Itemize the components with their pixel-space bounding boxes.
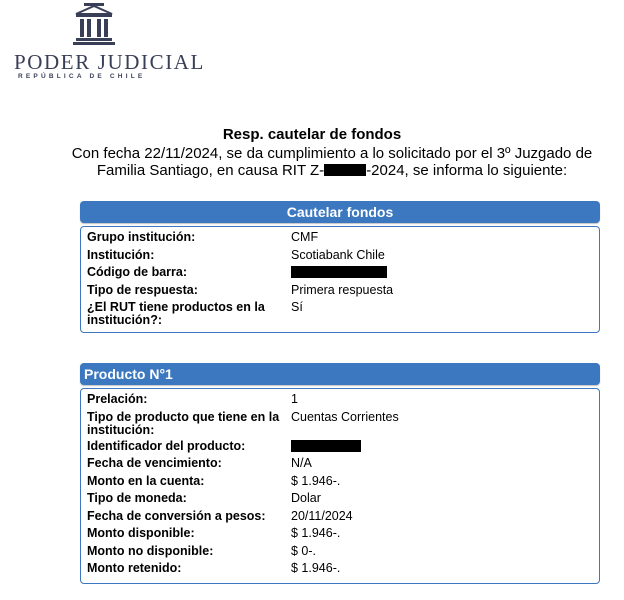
redacted-barcode xyxy=(291,266,387,278)
cautelar-row-tipo-respuesta xyxy=(81,284,599,302)
intro-text-part2: -2024, se informa lo siguiente: xyxy=(366,162,568,179)
row-value: CMF xyxy=(291,230,319,244)
row-label: Tipo de moneda: xyxy=(87,491,187,505)
document-title: Resp. cautelar de fondos xyxy=(222,126,402,143)
cautelar-body xyxy=(80,226,600,333)
row-label: Fecha de vencimiento: xyxy=(87,456,222,470)
row-label: Monto retenido: xyxy=(87,561,182,575)
producto-row-fecha-conversion xyxy=(81,510,599,528)
row-label: Fecha de conversión a pesos: xyxy=(87,508,266,523)
document-intro xyxy=(60,145,604,179)
cautelar-section xyxy=(80,201,600,333)
row-value: $ 1.946-. xyxy=(291,561,341,575)
producto-section xyxy=(80,363,600,584)
producto-row-vencimiento xyxy=(81,457,599,475)
row-value xyxy=(285,266,599,284)
row-label: Monto disponible: xyxy=(87,526,195,540)
row-value: $ 1.946-. xyxy=(291,473,341,488)
row-value: 20/11/2024 xyxy=(291,508,353,523)
cautelar-row-rut xyxy=(81,301,599,329)
producto-header: Producto N°1 xyxy=(80,363,600,385)
intro-text-part1: Con fecha 22/11/2024, se da cumplimiento a lo solicitado por el 3º Juzgado de Familia Santiago, en causa RIT Z- xyxy=(71,145,593,179)
cautelar-row-grupo xyxy=(81,231,599,249)
row-value: Primera respuesta xyxy=(291,282,394,297)
row-value: 1 xyxy=(291,392,298,406)
row-value: Cuentas Corrientes xyxy=(291,409,399,424)
logo-text: PODER JUDICIAL xyxy=(14,50,205,74)
row-label: Institución: xyxy=(87,247,155,262)
row-value xyxy=(285,440,599,458)
redacted-product-id xyxy=(291,440,361,452)
row-label: Tipo de respuesta: xyxy=(87,282,198,297)
producto-row-monto-disponible xyxy=(81,527,599,545)
row-value: Dolar xyxy=(291,491,321,505)
row-label: Prelación: xyxy=(87,392,148,406)
row-label: Identificador del producto: xyxy=(87,438,246,453)
producto-row-prelacion xyxy=(81,393,599,411)
producto-row-monto-cuenta xyxy=(81,475,599,493)
cautelar-row-codigo xyxy=(81,266,599,284)
row-label: Monto no disponible: xyxy=(87,543,214,558)
logo-subtext: REPÚBLICA DE CHILE xyxy=(18,73,146,80)
row-value: Scotiabank Chile xyxy=(291,247,385,262)
producto-row-tipo-producto xyxy=(81,411,599,440)
producto-body xyxy=(80,388,600,584)
row-value: N/A xyxy=(291,456,312,470)
row-value: Sí xyxy=(291,300,303,314)
producto-row-identificador xyxy=(81,440,599,458)
redacted-rit xyxy=(324,164,366,176)
row-label: ¿El RUT tiene productos en la institución?: xyxy=(87,300,265,327)
row-value: $ 0-. xyxy=(291,543,317,558)
poder-judicial-logo xyxy=(12,2,205,80)
courthouse-icon xyxy=(70,2,118,46)
row-label: Tipo de producto que tiene en la institución: xyxy=(87,409,280,437)
cautelar-row-institucion xyxy=(81,249,599,267)
cautelar-header: Cautelar fondos xyxy=(80,201,600,223)
row-label: Grupo institución: xyxy=(87,230,196,244)
row-value: $ 1.946-. xyxy=(291,526,341,540)
row-label: Código de barra: xyxy=(87,265,188,279)
producto-row-monto-no-disponible xyxy=(81,545,599,563)
producto-row-monto-retenido xyxy=(81,562,599,580)
producto-row-moneda xyxy=(81,492,599,510)
row-label: Monto en la cuenta: xyxy=(87,473,205,488)
